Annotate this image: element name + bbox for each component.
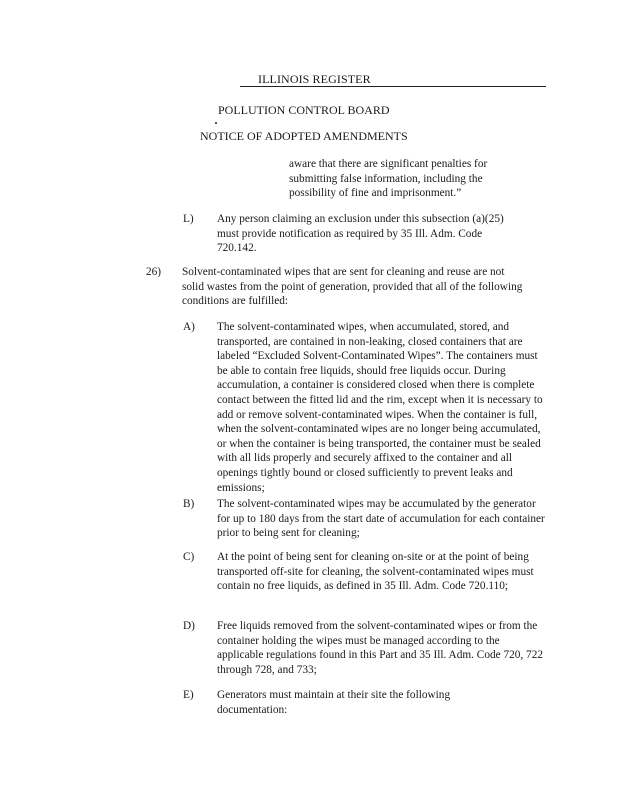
item-L-label: L) <box>183 213 194 225</box>
item-L-text: Any person claiming an exclusion under this subsection (a)(25) must provide notification as required by 35 Ill. Adm. Code 720.142. <box>217 213 504 255</box>
register-heading: ILLINOIS REGISTER <box>240 72 546 87</box>
sub-item-label: A) <box>183 321 195 333</box>
item-26-text: Solvent-contaminated wipes that are sent for cleaning and reuse are not solid wastes from the point of generation, provided that all of the following conditions are fulfilled: <box>182 266 523 308</box>
sub-item-label: C) <box>183 551 195 563</box>
item-26-label: 26) <box>146 266 162 278</box>
quote-continuation: aware that there are significant penalties for submitting false information, including the possibility of fine and imprisonment.” <box>289 158 488 200</box>
scan-speck <box>215 122 217 124</box>
sub-item-text: The solvent-contaminated wipes, when accumulated, stored, and transported, are contained in non-leaking, closed containers that are labeled “Excluded Solvent-Contaminated Wipes”. The containers must be able to contain free liquids, should free liquids occur. During accumulation, a container is considered closed when there is complete contact between the fitted lid and the rim, except when it is necessary to add or remove solvent-contaminated wipes. When the container is full, when the solvent-contaminated wipes are no longer being accumulated, or when the container is being transported, the container must be sealed with all lids properly and securely affixed to the container and all openings tightly bound or closed sufficiently to prevent leaks and emissions; <box>217 321 543 494</box>
sub-item-label: E) <box>183 689 194 701</box>
board-heading: POLLUTION CONTROL BOARD <box>218 103 390 117</box>
sub-item-text: The solvent-contaminated wipes may be accumulated by the generator for up to 180 days from the start date of accumulation for each container prior to being sent for cleaning; <box>217 498 545 540</box>
sub-item-text: Generators must maintain at their site the following documentation: <box>217 689 451 716</box>
sub-item-text: Free liquids removed from the solvent-contaminated wipes or from the container holding the wipes must be managed according to the applicable regulations found in this Part and 35 Ill. Adm. Code 720, 722 through 728, and 733; <box>217 620 543 676</box>
sub-item-text: At the point of being sent for cleaning on-site or at the point of being transported off-site for cleaning, the solvent-contaminated wipes must contain no free liquids, as defined in 35 Ill. Adm. Code 720.110; <box>217 551 534 593</box>
sub-item-label: D) <box>183 620 195 632</box>
notice-heading: NOTICE OF ADOPTED AMENDMENTS <box>200 129 408 143</box>
sub-item-label: B) <box>183 498 195 510</box>
